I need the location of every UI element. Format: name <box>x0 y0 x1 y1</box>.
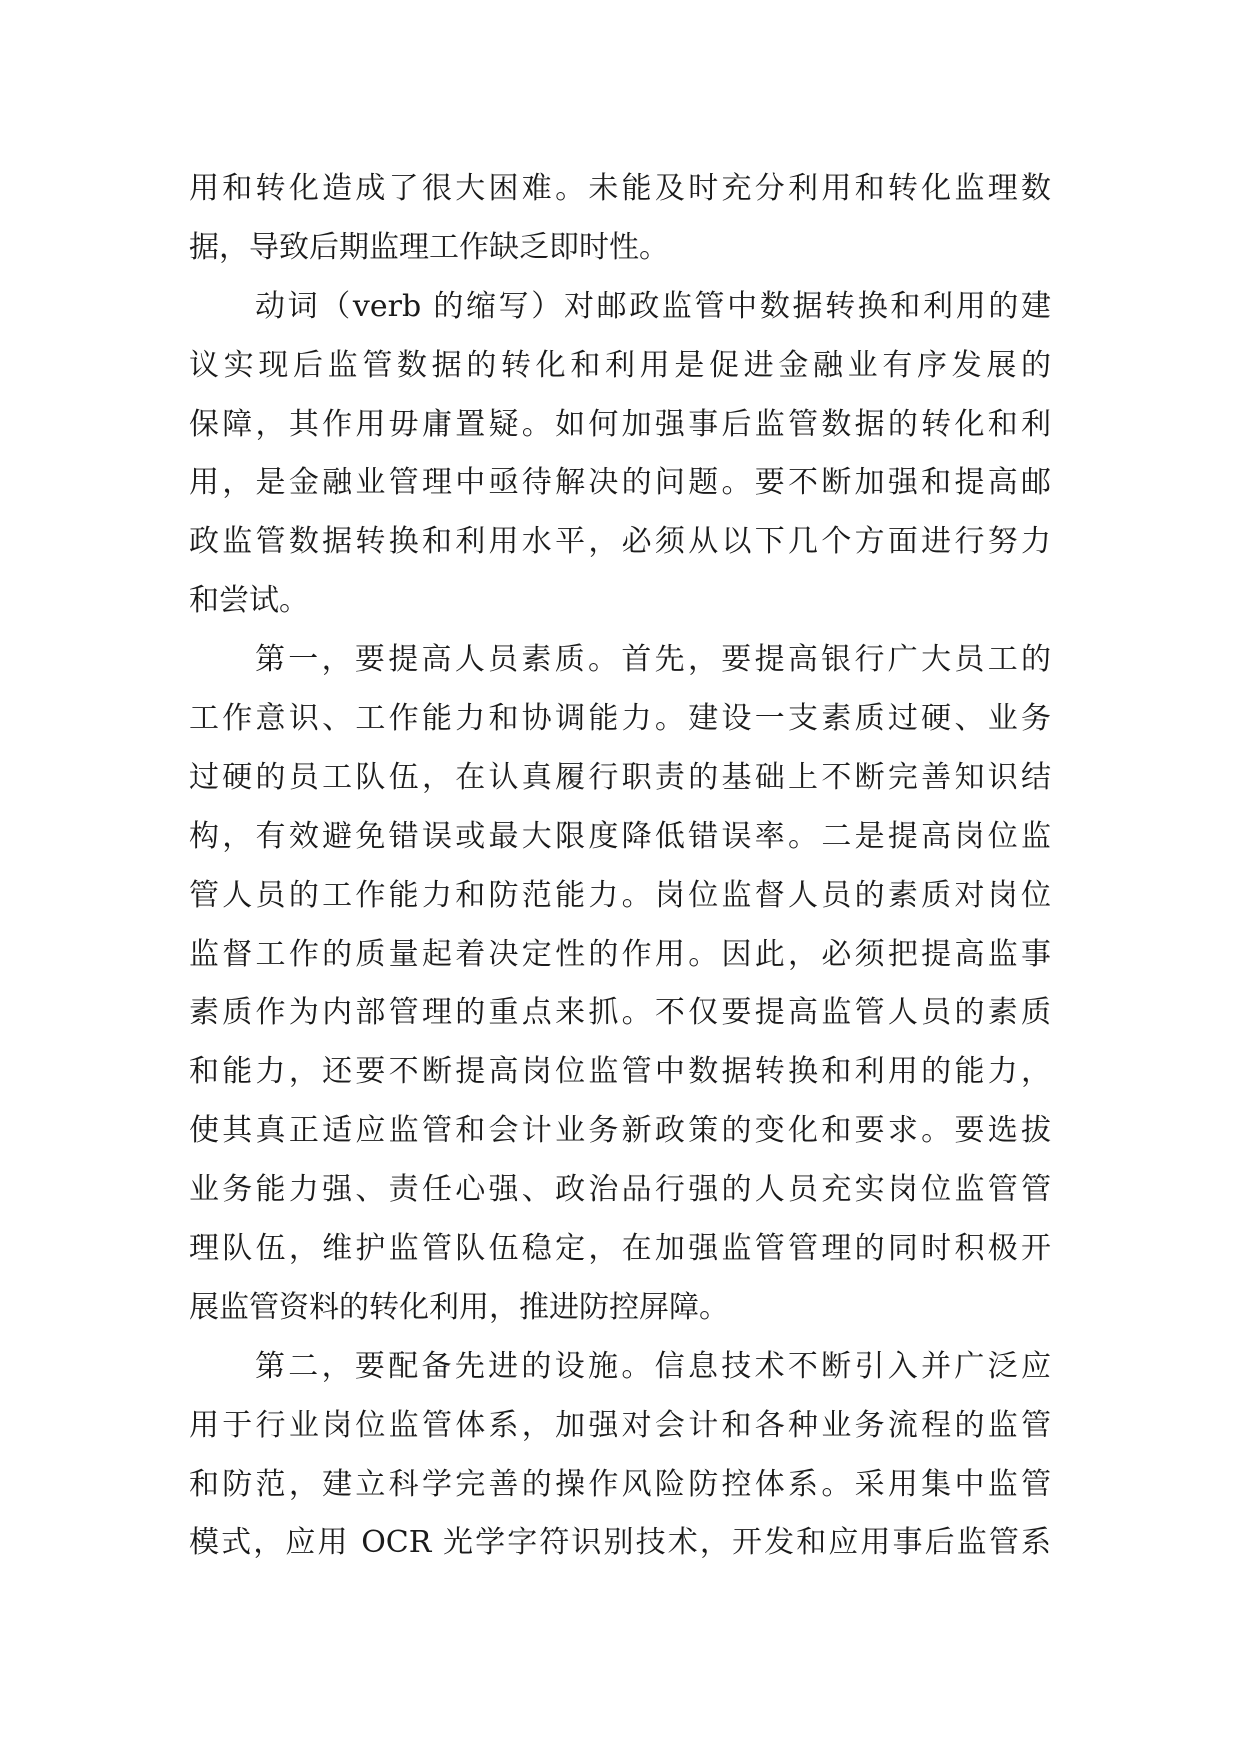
text-line: 使其真正适应监管和会计业务新政策的变化和要求。要选拔 <box>189 1113 1051 1149</box>
text-line: 据，导致后期监理工作缺乏即时性。 <box>189 229 669 265</box>
text-line: 监督工作的质量起着决定性的作用。因此，必须把提高监事 <box>189 936 1051 972</box>
text-line: 模式，应用 OCR 光学字符识别技术，开发和应用事后监管系 <box>189 1525 1051 1561</box>
text-line: 理队伍，维护监管队伍稳定，在加强监管管理的同时积极开 <box>189 1231 1051 1267</box>
text-line: 和尝试。 <box>189 583 309 619</box>
paragraph-first-line: 第一，要提高人员素质。首先，要提高银行广大员工的 <box>255 642 1051 678</box>
text-line: 素质作为内部管理的重点来抓。不仅要提高监管人员的素质 <box>189 995 1051 1031</box>
text-line: 政监管数据转换和利用水平，必须从以下几个方面进行努力 <box>189 524 1051 560</box>
text-line: 和防范，建立科学完善的操作风险防控体系。采用集中监管 <box>189 1466 1051 1502</box>
text-line: 过硬的员工队伍，在认真履行职责的基础上不断完善知识结 <box>189 759 1051 795</box>
paragraph-first-line: 动词（verb 的缩写）对邮政监管中数据转换和利用的建 <box>255 288 1051 324</box>
text-line: 工作意识、工作能力和协调能力。建设一支素质过硬、业务 <box>189 701 1051 737</box>
document-body <box>189 160 1051 1573</box>
text-line: 用和转化造成了很大困难。未能及时充分利用和转化监理数 <box>189 171 1051 206</box>
text-line: 用于行业岗位监管体系，加强对会计和各种业务流程的监管 <box>189 1407 1051 1443</box>
text-line: 业务能力强、责任心强、政治品行强的人员充实岗位监管管 <box>189 1172 1051 1208</box>
paragraph-first-line: 第二，要配备先进的设施。信息技术不断引入并广泛应 <box>255 1348 1051 1384</box>
text-line: 和能力，还要不断提高岗位监管中数据转换和利用的能力， <box>189 1054 1051 1090</box>
text-line: 保障，其作用毋庸置疑。如何加强事后监管数据的转化和利 <box>189 406 1051 442</box>
text-line: 用，是金融业管理中亟待解决的问题。要不断加强和提高邮 <box>189 465 1051 501</box>
text-line: 展监管资料的转化利用，推进防控屏障。 <box>189 1289 729 1325</box>
text-line: 构，有效避免错误或最大限度降低错误率。二是提高岗位监 <box>189 818 1051 854</box>
text-line: 议实现后监管数据的转化和利用是促进金融业有序发展的 <box>189 347 1051 383</box>
text-line: 管人员的工作能力和防范能力。岗位监督人员的素质对岗位 <box>189 877 1051 913</box>
